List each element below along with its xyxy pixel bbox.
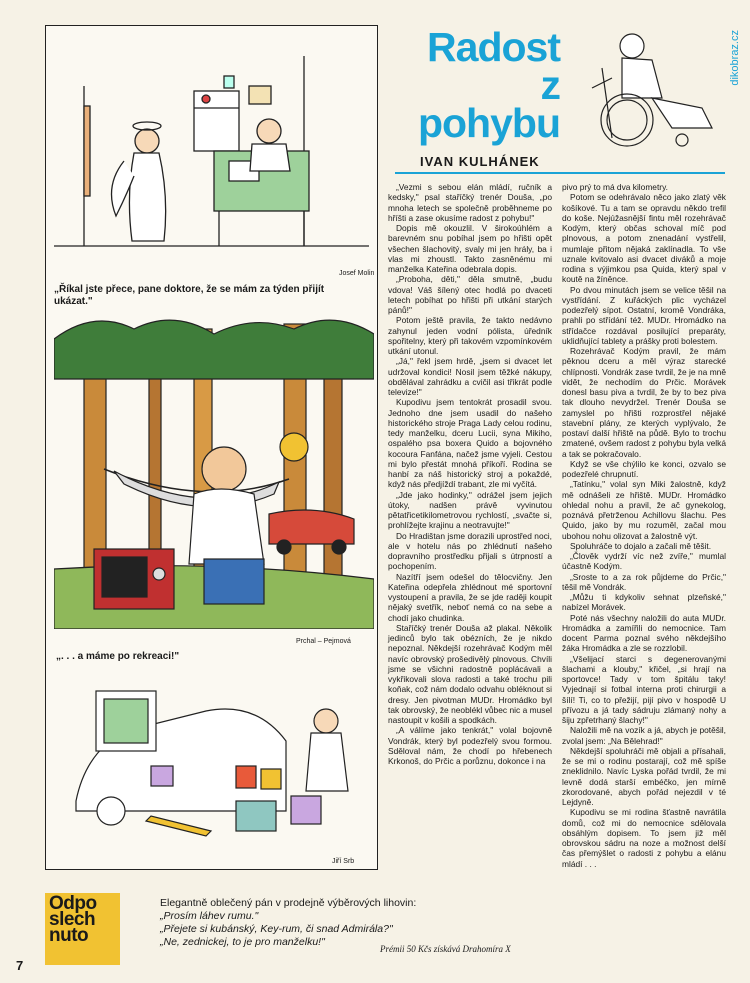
cartoon-doctor-angel	[54, 46, 369, 281]
cartoon-column	[45, 25, 378, 870]
joke-line: „Prosím láhev rumu."	[160, 910, 259, 922]
cartoon-caption: „. . . a máme po rekreaci!"	[56, 651, 180, 662]
paragraph: „Tatínku," volal syn Miki žalostně, když mě odnášeli ze hřiště. MUDr. Hromádko ohledal nohu a pravil, že ač gynekolog, poznává přetrženou Achillovu šlachu. Pes Quido, jako by mu rozuměl, začal mou ubohou nohu olizovat a žalostně výt.	[562, 479, 726, 541]
paragraph: Do Hradištan jsme dorazili uprostřed noci, ale v hotelu nás po zhlédnutí našeho dopravního prostředku přijali s útrpností a pochopením.	[388, 530, 552, 572]
cartoon-forest-hammock	[54, 319, 374, 629]
article-title	[395, 24, 560, 146]
paragraph: Nazítří jsem odešel do tělocvičny. Jen Kateřina odepřela zhlédnout mé sportovní vystoupení a pravila, že se jde raději koupit nějaký svetřík, neboť nemá co na sebe a chodí jako chudinka.	[388, 571, 552, 623]
paragraph: „A válíme jako tenkrát," volal bojovně Vondrák, který byl podezřelý svou formou. Sděloval nám, že chodí po hřebenech Krkonoš, do Prčic a porůznu, dokonce i na	[388, 725, 552, 766]
paragraph: Naložili mě na vozík a já, abych je potěšil, zvolal jsem: „Na Bělehrad!"	[562, 725, 726, 746]
site-watermark: dikobraz.cz	[729, 30, 741, 86]
paragraph: Kupodivu jsem tentokrát prosadil svou. Jednoho dne jsem usadil do našeho historického stroje Praga Lady celou rodinu, tedy manželku, dceru Lucii, syna Mikiho, ospalého psa boxera Quido a bojovného kocoura Fanfána, načež jsme vyjeli. Cestou mi bylo přestát mnohá příkoří. Rodina se hanbí za náš historický stroj a pokaždé, když nás předjíždí trabant, zle mi vyčítá.	[388, 397, 552, 490]
logo-line: Odpo	[49, 893, 97, 914]
cartoon-credit: Josef Molin	[339, 270, 375, 277]
paragraph: Když se vše chýlilo ke konci, ozvalo se podezřelé chrupnutí.	[562, 458, 726, 479]
paragraph: Rozehrávač Kodým pravil, že mám pěknou dceru a měl výraz starecké chlípnosti. Vondrák zase tvrdil, že je na mně vidět, že nechodím do Prčic. Morávek donesl basu piva a tvrdil, že by to bez piva tak dlouho nevydržel. Trenér Douša se zamyslel po hřišti rozprostřel nějaké stavební plány, ze kterých vyplývalo, že postaví další hřiště na půdě. Bylo to trochu zmatené, ovšem radost z pohybu byla velká a tak se pokračovalo.	[562, 346, 726, 459]
article-column-2	[562, 182, 726, 869]
cartoon-car-trunk	[56, 671, 371, 841]
joke-text	[160, 897, 580, 949]
page-number: 7	[16, 958, 24, 973]
paragraph: Dopis mě okouzlil. V širokoúhlém a barevném snu pobíhal jsem po hřišti opět všechen šlachovitý, svaly mi jen hrály, ba i vlas mi zhoustl. Takto zasněnému mi manželka Kateřina odebrala dopis.	[388, 223, 552, 274]
cartoon-caption: „Říkal jste přece, pane doktore, že se mám za týden přijít ukázat."	[54, 284, 325, 307]
paragraph: Kupodivu se mi rodina šťastně navrátila domů, což mi do nemocnice sdělovala obsáhlým dopisem. To jsem již měl obrovskou sádru na noze a možnost delší čas přemýšlet o radosti z pohybu a elánu mládí . . .	[562, 807, 726, 869]
article-author: IVAN KULHÁNEK	[420, 154, 540, 169]
prize-note: Prémii 50 Kčs získává Drahomíra X	[380, 944, 511, 954]
paragraph: pivo prý to má dva kilometry.	[562, 182, 668, 192]
cartoon-credit: Prchal – Pejmová	[296, 638, 351, 645]
paragraph: „Všelijací starci s degenerovanými šlachami a klouby," křičel, „si hrají na sportovce! Tady v tom špitálu taky! Vyjednají si fotbal interna proti chirurgii a šílí! Ti, co to přežijí, pijí pivo v hospodě U přívozu a já tady sádruju zlámaný nohy a šiju zpřetrhaný šlachy!"	[562, 653, 726, 725]
paragraph: „Proboha, děti," děla smutně, „budu vdova! Váš šílený otec hodlá po dvaceti letech pobíhat po hřišti při utkání starých pánů!"	[388, 274, 552, 315]
logo-line: slech	[49, 909, 96, 930]
paragraph: „Sroste to a za rok půjdeme do Prčic," těšil mě Vondrák.	[562, 571, 726, 592]
joke-line: Elegantně oblečený pán v prodejně výběrových lihovin:	[160, 897, 417, 909]
logo-line: nuto	[49, 925, 89, 946]
paragraph: Potom se odehrávalo něco jako zlatý věk košíkové. Tu a tam se opravdu někdo trefil do koše. Nejúžasnější fintu měl rozehrávač Kodým, který občas schoval míč pod plnovous, a potom znenadání vystřelil, mumlaje přitom nějaká zaklínadla. To vše uznale kvitovalo asi dvacet diváků a moje rodina s výjimkou psa Quida, který spal v koutě na žíněnce.	[562, 192, 726, 285]
cartoon-credit: Jiří Srb	[332, 858, 355, 865]
paragraph: Spoluhráče to dojalo a začali mě těšit.	[570, 540, 712, 551]
paragraph: Poté nás všechny naložili do auta MUDr. Hromádka a zamířili do nemocnice. Tam docent Parma poznal svého někdejšího žáka Hromádka a zle se rozzlobil.	[562, 612, 726, 654]
article-column-1	[388, 182, 552, 766]
odposlechnuto-logo	[45, 893, 120, 965]
paragraph: „Můžu ti kdykoliv sehnat plzeňské," nabízel Morávek.	[562, 592, 726, 613]
paragraph: Někdejší spoluhráči mě objali a přísahali, že se mi o rodinu postarají, což mě spíše zneklidnilo. Navíc Lyska pořád tvrdil, že mi levně dodá starší embéčko, jen mírně zkorodované, abych pořád nejezdil v té Lejdyně.	[562, 745, 726, 807]
paragraph: „Vezmi s sebou elán mládí, ručník a kedsky," psal staříčký trenér Douša, „po mnoha letech se společně proběhneme po hříšti a zase okusíme radost z pohybu!"	[388, 182, 552, 223]
title-line: Radost	[427, 24, 560, 70]
title-rule	[395, 172, 725, 174]
paragraph: Potom ještě pravila, že takto nedávno zahynul jeden vodní pólista, úředník spořitelny, který při takovém vzpomínkovém utkání utonul.	[388, 315, 552, 356]
wheelchair-illustration	[572, 28, 722, 153]
title-line: pohybu	[417, 100, 560, 146]
paragraph: „Člověk vydrží víc než zvíře," mumlal účastně Kodým.	[562, 551, 726, 572]
joke-line: „Ne, zednickej, to je pro manželku!"	[160, 936, 325, 948]
joke-line: „Přejete si kubánský, Key-rum, či snad Admirála?"	[160, 923, 393, 935]
title-line: z	[540, 62, 560, 108]
paragraph: „Já," řekl jsem hrdě, „jsem si dvacet let udržoval kondici! Nosil jsem těžké nákupy, obdělával zahrádku a cvičil asi třikrát podle televize!"	[388, 356, 552, 397]
paragraph: „Jde jako hodinky," odrážel jsem jejich útoky, nadšen právě vyvinutou pětatřicetikilometrovou rychlostí, „svačte si, prohlížejte krajinu a neotravujte!"	[388, 489, 552, 531]
paragraph: Po dvou minutách jsem se velice těšil na vystřídání. Z kuřáckých plic vycházel podezřelý sípot. Ostatní, kromě Vondráka, prahli po střídání též. MUDr. Hromádko na střídačce rozdával posilující preparáty, uklidňující tablety a prášky proti bolestem.	[562, 284, 726, 346]
paragraph: Staříčký trenér Douša až plakal. Několik jedinců bylo tak obézních, že je nikdo nepoznal. Někdejší rozehrávač Kodým měl navíc obrovský prošedivělý plnovous. Chvíli jsme se všichni radostně poplácávali a vykřikovali slova radosti a také trochu pili koňak, což nám dodalo odvahu obléknout si dresy. Jen pivotman MUDr. Hromádko byl tak obrovský, že neoblékl vůbec nic a musel nastoupit v košili a spodkách.	[388, 622, 552, 725]
